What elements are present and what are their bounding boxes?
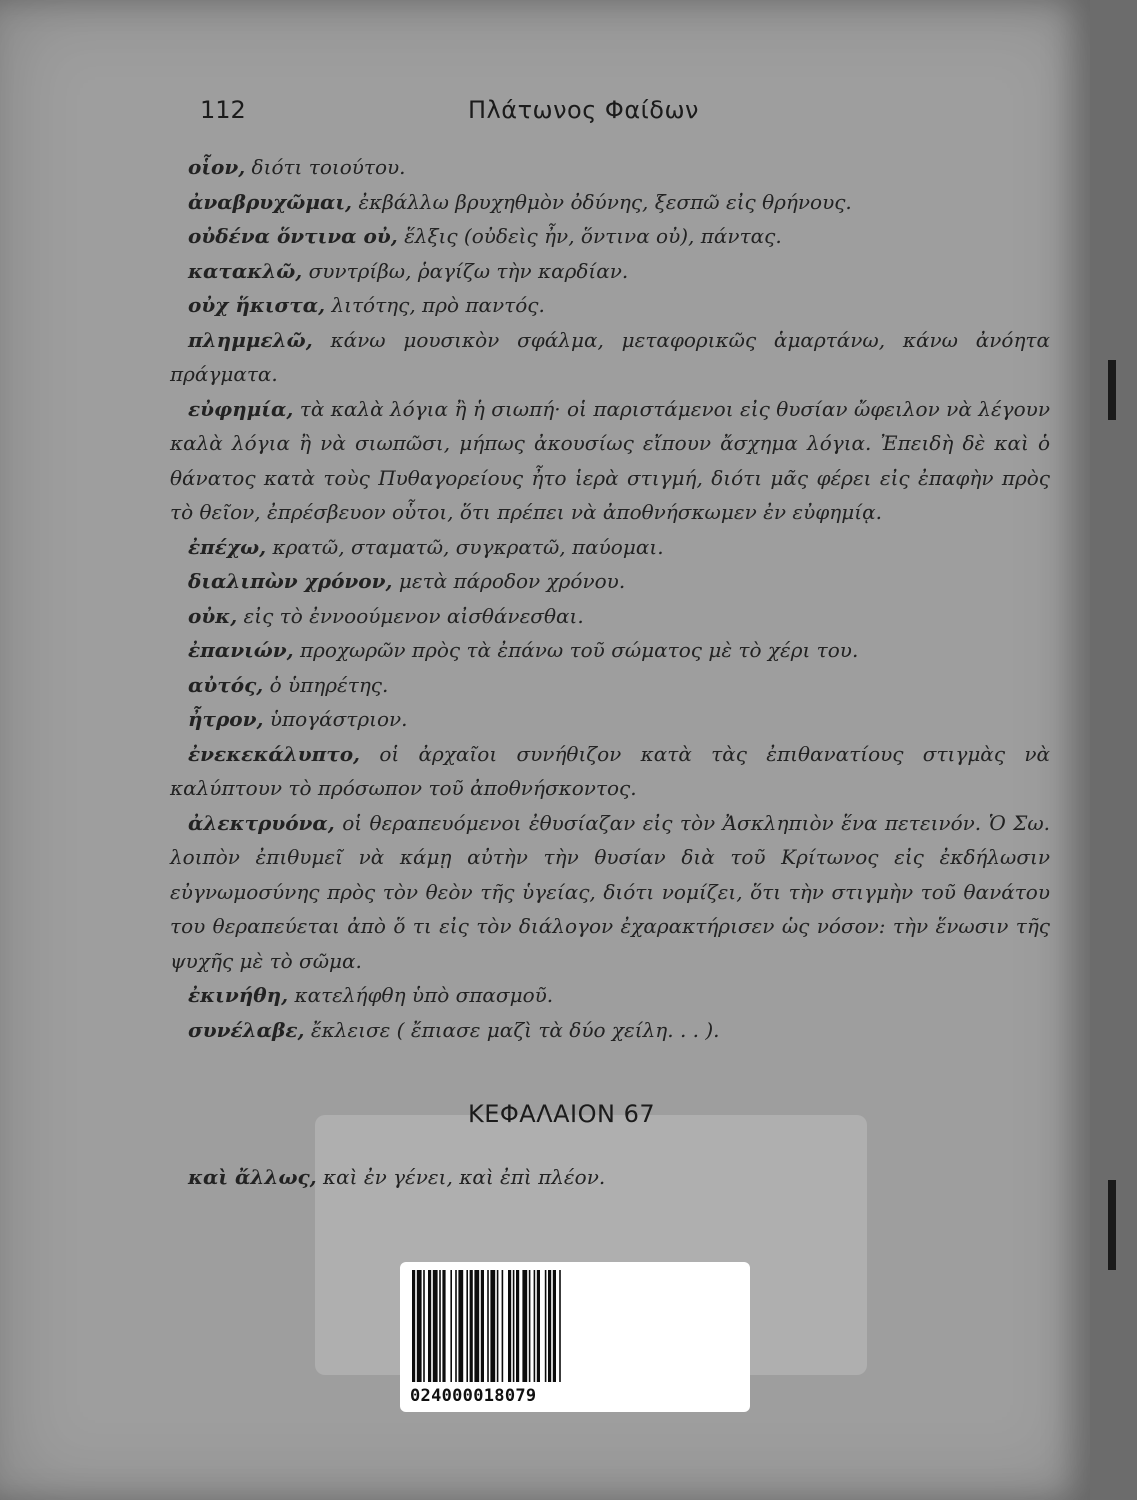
entry-term: οὐχ ἥκιστα, [188,293,326,317]
entry-definition: κατελήφθη ὑπὸ σπασμοῦ. [288,983,554,1007]
barcode-bar [423,1270,425,1382]
edge-mark [1108,360,1116,420]
barcode-bar [508,1270,511,1382]
entry-term: εὐφημία, [188,396,294,421]
glossary-entry [170,1013,1050,1048]
glossary-entry [170,288,1050,323]
barcode-bar [470,1270,473,1382]
barcode-bar [497,1270,499,1382]
entry-definition: οἱ θεραπευόμενοι ἐθυσίαζαν εἰς τὸν Ἀσκληπιὸν ἕνα πετεινόν. Ὁ Σω. λοιπὸν ἐπιθυμεῖ νὰ κάμῃ αὐτὴν τὴν θυσίαν διὰ τοῦ Κρίτωνος εἰς ἐκδήλωσιν εὐγνωμοσύνης πρὸς τὸν θεὸν τῆς ὑγείας, διότι νομίζει, ὅτι τὴν στιγμὴν τοῦ θανάτου του θεραπεύεται ἀπὸ ὅ τι εἰς τὸν διάλογον ἐχαρακτήρισεν ὡς νόσον: τὴν ἕνωσιν τῆς ψυχῆς μὲ τὸ σῶμα. [170,810,1050,973]
barcode-number: 024000018079 [410,1386,537,1406]
glossary-entry [170,530,1050,565]
glossary-entry [170,806,1050,979]
entry-term: αὐτός, [188,672,264,697]
barcode-bar [450,1270,452,1382]
entry-definition: λιτότης, πρὸ παντός. [325,293,545,317]
entry-definition: οἱ ἀρχαῖοι συνήθιζον κατὰ τὰς ἐπιθανατίους στιγμὰς νὰ καλύπτουν τὸ πρόσωπον τοῦ ἀποθνήσκοντος. [170,741,1050,800]
barcode-bar [428,1270,431,1382]
entry-definition: ὑπογάστριον. [263,707,408,731]
glossary-entry [170,978,1050,1013]
entry-definition: τὰ καλὰ λόγια ἢ ἡ σιωπή· οἱ παριστάμενοι εἰς θυσίαν ὤφειλον νὰ λέγουν καλὰ λόγια ἢ νὰ σιωπῶσι, μήπως ἀκουσίως εἴπουν ἄσχημα λόγια. Ἐπειδὴ δὲ καὶ ὁ θάνατος κατὰ τοὺς Πυθαγορείους ἦτο ἱερὰ στιγμή, διότι μᾶς φέρει εἰς ἐπαφὴν πρὸς τὸ θεῖον, ἐπρέσβευον οὗτοι, ὅτι πρέπει νὰ ἀποθνήσκωμεν ἐν εὐφημίᾳ. [170,396,1050,524]
glossary-entry [170,150,1050,185]
entry-definition: ὁ ὑπηρέτης. [263,672,389,697]
barcode-bar [412,1270,415,1382]
glossary-entry [170,599,1050,634]
glossary-entry [170,185,1050,220]
glossary-entry [170,737,1050,806]
entry-definition: κρατῶ, σταματῶ, συγκρατῶ, παύομαι. [266,534,664,559]
barcode-bar [487,1270,489,1382]
glossary-entry [170,392,1050,530]
entry-definition: συντρίβω, ῥαγίζω τὴν καρδίαν. [302,258,629,283]
entry-term: καὶ ἄλλως, [188,1165,317,1189]
entry-definition: κάνω μουσικὸν σφάλμα, μεταφορικῶς ἁμαρτάνω, κάνω ἀνόητα πράγματα. [170,327,1050,386]
barcode-bar [516,1270,519,1382]
entry-term: ἐνεκεκάλυπτο, [188,741,361,766]
entry-term: ἐπέχω, [188,534,267,559]
entry-term: ἀναβρυχῶμαι, [188,189,352,214]
page-edge [1090,0,1137,1500]
running-title: Πλάτωνος Φαίδων [468,96,699,124]
entry-term: ἀλεκτρυόνα, [188,810,335,835]
barcode-bar [553,1270,556,1382]
entry-term: ἐκινήθη, [188,983,289,1007]
barcode-bars [410,1270,600,1382]
barcode-bar [439,1270,441,1382]
entry-definition: προχωρῶν πρὸς τὰ ἐπάνω τοῦ σώματος μὲ τὸ χέρι του. [293,638,859,662]
entry-definition: ἕλξις (οὐδεὶς ἦν, ὅντινα οὐ), πάντας. [397,224,782,248]
chapter-heading: ΚΕΦΑΛΑΙΟΝ 67 [468,1100,656,1128]
barcode-bar [559,1270,561,1382]
glossary-entry [170,564,1050,599]
entry-term: διαλιπὼν χρόνον, [188,569,393,593]
barcode-bar [502,1270,504,1382]
entry-term: κατακλῶ, [188,258,303,283]
barcode-bar [537,1270,540,1382]
edge-mark [1108,1180,1116,1270]
barcode-bar [529,1270,531,1382]
entry-term: συνέλαβε, [188,1017,305,1042]
barcode-bar [548,1270,551,1382]
entry-term: ἦτρον, [188,707,264,731]
glossary-entry [170,323,1050,392]
barcode-bar [522,1270,527,1382]
barcode-bar [490,1270,495,1382]
entry-definition: καὶ ἐν γένει, καὶ ἐπὶ πλέον. [316,1165,606,1189]
entry-term: οὐκ, [188,603,238,628]
barcode-bar [474,1270,479,1382]
entry-term: ἐπανιών, [188,638,294,662]
entry-definition: ἐκβάλλω βρυχηθμὸν ὀδύνης, ξεσπῶ εἰς θρήνους. [351,189,852,214]
barcode-bar [455,1270,457,1382]
glossary-entry [170,219,1050,254]
barcode-bar [433,1270,438,1382]
glossary-entry [170,633,1050,668]
entry-term: οἷον, [188,155,246,179]
barcode-bar [481,1270,484,1382]
barcode-bar [466,1270,468,1382]
barcode-bar [442,1270,445,1382]
barcode-bar [458,1270,463,1382]
glossary-entry [188,1165,605,1189]
entry-term: οὐδένα ὅντινα οὐ, [188,224,398,248]
entry-definition: μετὰ πάροδον χρόνου. [392,569,626,593]
barcode-bar [545,1270,547,1382]
glossary-body [170,150,1050,1047]
page-number: 112 [200,96,246,124]
entry-definition: εἰς τὸ ἐννοούμενον αἰσθάνεσθαι. [237,603,584,628]
glossary-entry [170,702,1050,737]
entry-definition: διότι τοιούτου. [245,155,406,179]
entry-definition: ἔκλεισε ( ἔπιασε μαζὶ τὰ δύο χείλη. . . ). [304,1017,720,1042]
glossary-entry [170,254,1050,289]
entry-term: πλημμελῶ, [188,327,313,352]
barcode-bar [417,1270,422,1382]
barcode-bar [534,1270,536,1382]
barcode-bar [513,1270,515,1382]
glossary-entry [170,668,1050,703]
